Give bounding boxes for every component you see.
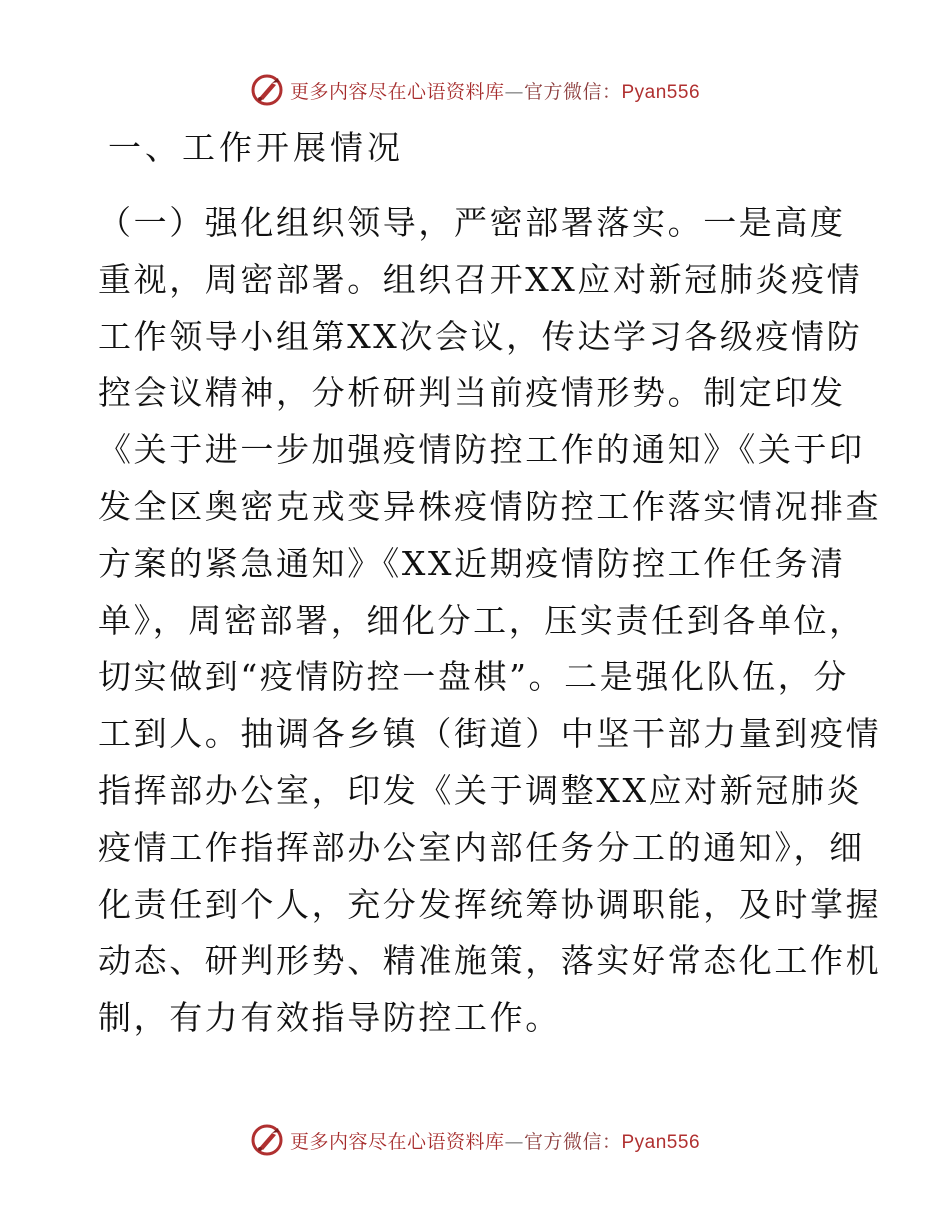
- banner-handle: Pyan556: [621, 81, 701, 103]
- paragraph-line: 方案的紧急通知》《XX近期疫情防控工作任务清: [98, 543, 846, 583]
- section-heading: 一、工作开展情况: [108, 128, 404, 167]
- paragraph-line: 动态、研判形势、精准施策，落实好常态化工作机: [98, 941, 882, 981]
- paragraph-line: 疫情工作指挥部办公室内部任务分工的通知》，细: [98, 827, 865, 867]
- paragraph-line: 单》，周密部署，细化分工，压实责任到各单位，: [98, 600, 865, 640]
- paragraph-line: 指挥部办公室，印发《关于调整XX应对新冠肺炎: [98, 770, 863, 810]
- banner-dash: —: [504, 1130, 524, 1153]
- banner-label: 官方微信：: [523, 80, 622, 103]
- quill-pen-logo-icon: [250, 1123, 284, 1157]
- body-paragraph: [98, 195, 882, 1047]
- banner-label: 官方微信：: [523, 1130, 622, 1153]
- banner-text: [290, 1127, 700, 1154]
- paragraph-line: （一）强化组织领导，严密部署落实。一是高度: [98, 203, 846, 242]
- footer-banner: [0, 1120, 950, 1160]
- paragraph-line: 制，有力有效指导防控工作。: [98, 998, 561, 1038]
- paragraph-line: 《关于进一步加强疫情防控工作的通知》《关于印: [98, 430, 865, 470]
- paragraph-line: 工到人。抽调各乡镇（街道）中坚干部力量到疫情: [98, 714, 882, 754]
- banner-text: [290, 77, 700, 104]
- quill-pen-logo-icon: [250, 73, 284, 107]
- banner-main-text: 更多内容尽在心语资料库: [289, 80, 505, 103]
- banner-dash: —: [504, 80, 524, 103]
- paragraph-line: 发全区奥密克戎变异株疫情防控工作落实情况排查: [98, 486, 882, 526]
- paragraph-line: 控会议精神，分析研判当前疫情形势。制定印发: [98, 373, 846, 413]
- paragraph-line: 化责任到个人，充分发挥统筹协调职能，及时掌握: [98, 884, 882, 924]
- paragraph-line: 工作领导小组第XX次会议，传达学习各级疫情防: [98, 316, 863, 356]
- paragraph-line: 重视，周密部署。组织召开XX应对新冠肺炎疫情: [98, 259, 863, 299]
- banner-handle: Pyan556: [621, 1131, 701, 1153]
- banner-main-text: 更多内容尽在心语资料库: [289, 1130, 505, 1153]
- paragraph-line: 切实做到“疫情防控一盘棋”。二是强化队伍，分: [98, 657, 849, 697]
- header-banner: [0, 70, 950, 110]
